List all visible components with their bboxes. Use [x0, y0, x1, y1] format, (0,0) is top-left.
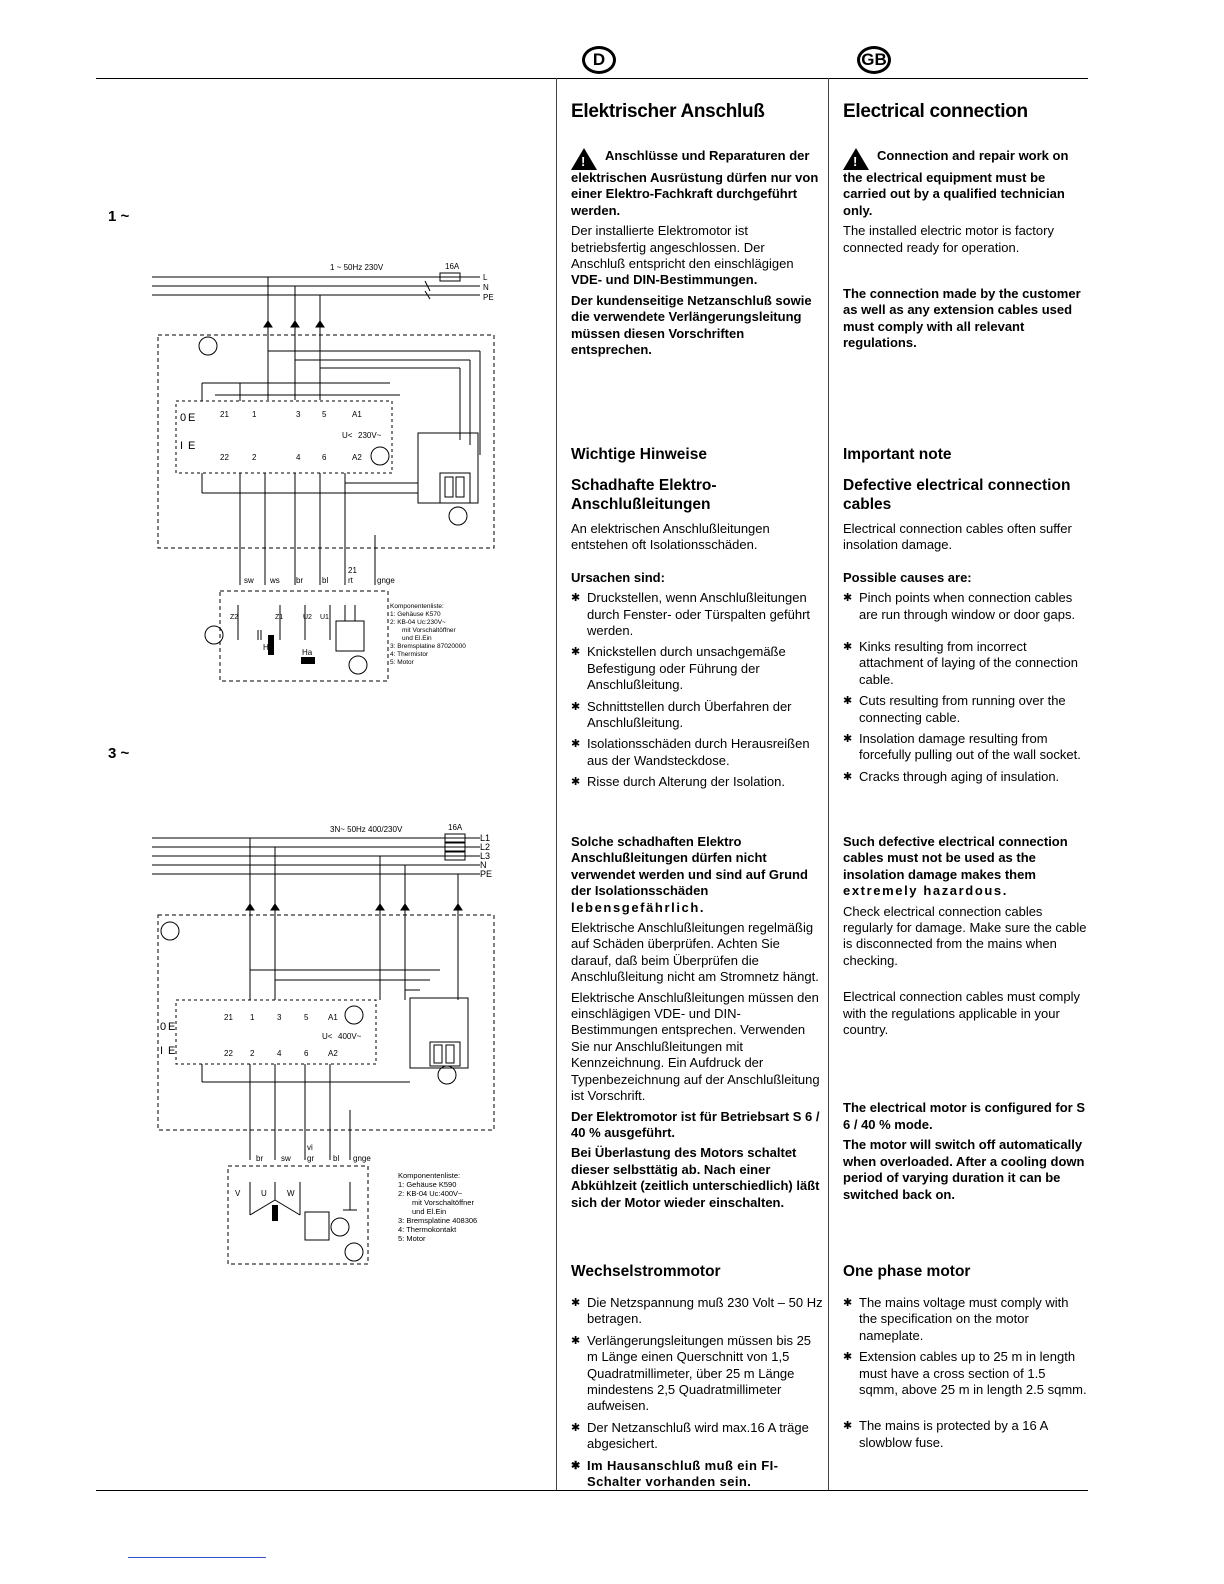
svg-text:U<: U<	[322, 1032, 333, 1041]
de-p3: An elektrischen Anschlußleitungen entstehen oft Isolationsschäden.	[571, 521, 770, 553]
svg-text:und El.Ein: und El.Ein	[412, 1207, 447, 1216]
svg-text:400V~: 400V~	[338, 1032, 362, 1041]
svg-text:1: 1	[250, 1013, 255, 1022]
gb-note-title: Important note	[843, 446, 952, 463]
svg-text:230V~: 230V~	[358, 431, 382, 440]
svg-text:L3: L3	[480, 851, 491, 861]
svg-text:3: 3	[296, 410, 301, 419]
svg-text:2: 2	[250, 1049, 255, 1058]
svg-text:bl: bl	[333, 1154, 340, 1163]
gb-title: Electrical connection	[843, 101, 1028, 122]
wiring-diagram-single-phase	[140, 255, 520, 685]
de-note-title: Wichtige Hinweise	[571, 446, 707, 463]
svg-text:22: 22	[224, 1049, 233, 1058]
de-p7: Der Elektromotor ist für Betriebsart S 6 / 40 % ausgeführt.	[571, 1108, 820, 1140]
svg-text:gnge: gnge	[353, 1154, 371, 1163]
de-motor-title: Wechselstrommotor	[571, 1263, 721, 1280]
gb-p6: Electrical connection cables must comply with the regulations applicable in your country.	[843, 989, 1080, 1038]
svg-text:21: 21	[220, 410, 229, 419]
list-item: ✱ Druckstellen, wenn Anschlußleitungen durch Fenster- oder Türspalten geführt werden.	[571, 590, 819, 639]
de-p6: Elektrische Anschlußleitungen müssen den einschlägigen VDE- und DIN-Bestimmungen entsprechen. Verwenden Sie nur Anschlußleitungen mit Kennzeichnung. Ein Aufdruck der Typenbezeichnung auf der Anschlußleitung ist Vorschrift.	[571, 989, 820, 1104]
list-item: ✱ Schnittstellen durch Überfahren der Anschlußleitung.	[571, 699, 819, 732]
gb-p1: The installed electric motor is factory connected ready for operation.	[843, 223, 1054, 255]
svg-text:0: 0	[180, 412, 187, 424]
svg-text:L1: L1	[480, 833, 491, 843]
svg-text:I: I	[180, 440, 184, 452]
svg-text:bl: bl	[322, 576, 329, 585]
de-warning: !Anschlüsse und Reparaturen der elektrischen Ausrüstung dürfen nur von einer Elektro-Fachkraft durchgeführt werden.	[571, 148, 819, 219]
svg-text:A2: A2	[352, 453, 362, 462]
svg-text:sw: sw	[244, 576, 254, 585]
svg-text:gr: gr	[307, 1154, 315, 1163]
svg-text:5: 5	[322, 410, 327, 419]
svg-text:Komponentenliste:: Komponentenliste:	[398, 1171, 461, 1180]
svg-text:mit Vorschaltöffner: mit Vorschaltöffner	[402, 627, 456, 634]
svg-text:21: 21	[348, 566, 357, 575]
gb-section-3	[843, 834, 1093, 1207]
svg-text:ws: ws	[270, 576, 280, 585]
svg-text:U2: U2	[303, 614, 312, 621]
svg-text:mit Vorschaltöffner: mit Vorschaltöffner	[412, 1198, 474, 1207]
gb-motor-title: One phase motor	[843, 1263, 971, 1280]
svg-text:1: Gehäuse K590: 1: Gehäuse K590	[398, 1180, 457, 1189]
list-item: ✱ Der Netzanschluß wird max.16 A träge abgesichert.	[571, 1420, 823, 1453]
de-section-1	[571, 148, 819, 362]
de-section-4	[571, 1295, 823, 1495]
svg-text:U: U	[261, 1189, 267, 1198]
svg-text:br: br	[296, 576, 304, 585]
list-item: ✱ Pinch points when connection cables are run through window or door gaps.	[843, 590, 1091, 623]
de-causes-title: Ursachen sind:	[571, 569, 665, 585]
svg-text:Komponentenliste:: Komponentenliste:	[390, 603, 444, 610]
gb-sub-title: Defective electrical connection cables	[843, 477, 1071, 513]
gb-p4: Such defective electrical connection cables must not be used as the insolation damage makes them extremely hazardous.	[843, 834, 1068, 899]
de-title: Elektrischer Anschluß	[571, 101, 765, 122]
figure-3-label: 3 ~	[108, 745, 130, 762]
svg-text:4: 4	[277, 1049, 282, 1058]
svg-text:L2: L2	[480, 842, 491, 852]
de-causes-list	[571, 590, 819, 790]
gb-p8: The motor will switch off automatically when overloaded. After a cooling down period of varying duration it can be switched back on.	[843, 1137, 1085, 1202]
footer-link-line	[128, 1557, 266, 1558]
svg-text:und El.Ein: und El.Ein	[402, 635, 432, 642]
top-rule	[96, 78, 1088, 79]
svg-text:Z2: Z2	[230, 614, 239, 621]
list-item: ✱ The mains voltage must comply with the specification on the motor nameplate.	[843, 1295, 1088, 1344]
svg-text:A2: A2	[328, 1049, 338, 1058]
list-item: ✱ Isolationsschäden durch Herausreißen aus der Wandsteckdose.	[571, 736, 819, 769]
svg-text:5: 5	[304, 1013, 309, 1022]
de-p4: Solche schadhaften Elektro Anschlußleitungen dürfen nicht verwendet werden und sind auf Grund der Isolationsschäden lebensgefährlich.	[571, 834, 808, 915]
de-p1: Der installierte Elektromotor ist betriebsfertig angeschlossen. Der Anschluß entspricht den einschlägigen VDE- und DIN-Bestimmungen.	[571, 223, 794, 288]
svg-text:V: V	[235, 1189, 241, 1198]
list-item: ✱ Die Netzspannung muß 230 Volt – 50 Hz betragen.	[571, 1295, 823, 1328]
list-item: ✱ The mains is protected by a 16 A slowblow fuse.	[843, 1418, 1088, 1451]
svg-text:21: 21	[224, 1013, 233, 1022]
svg-text:1: 1	[252, 410, 257, 419]
gb-p5: Check electrical connection cables regularly for damage. Make sure the cable is disconnected from the mains when checking.	[843, 903, 1087, 968]
svg-text:6: 6	[304, 1049, 309, 1058]
svg-text:W: W	[287, 1189, 295, 1198]
list-item: ✱ Cracks through aging of insulation.	[843, 769, 1091, 785]
svg-text:U<: U<	[342, 431, 353, 440]
svg-text:br: br	[256, 1154, 264, 1163]
gb-causes-list	[843, 590, 1091, 785]
svg-text:3N~ 50Hz 400/230V: 3N~ 50Hz 400/230V	[330, 825, 403, 834]
svg-text:N: N	[480, 860, 487, 870]
de-sub-title: Schadhafte Elektro-Anschlußleitungen	[571, 477, 717, 513]
de-p5: Elektrische Anschlußleitungen regelmäßig auf Schäden überprüfen. Achten Sie darauf, daß beim Überprüfen die Anschlußleitung nicht am Stromnetz hängt.	[571, 920, 819, 985]
svg-text:A1: A1	[328, 1013, 338, 1022]
list-item: ✱ Insolation damage resulting from forcefully pulling out of the wall socket.	[843, 731, 1091, 764]
svg-text:U1: U1	[320, 614, 329, 621]
svg-text:1 ~ 50Hz 230V: 1 ~ 50Hz 230V	[330, 263, 384, 272]
gb-warning: !Connection and repair work on the electrical equipment must be carried out by a qualified technician only.	[843, 148, 1091, 219]
svg-text:22: 22	[220, 453, 229, 462]
gb-section-4	[843, 1295, 1088, 1456]
de-p2: Der kundenseitige Netzanschluß sowie die verwendete Verlängerungsleitung müssen diesen Vorschriften entsprechen.	[571, 292, 812, 358]
svg-text:3: 3	[277, 1013, 282, 1022]
svg-text:rt: rt	[348, 576, 353, 585]
svg-text:16A: 16A	[445, 262, 460, 271]
list-item: ✱ Risse durch Alterung der Isolation.	[571, 774, 819, 790]
gb-p7: The electrical motor is configured for S 6 / 40 % mode.	[843, 1100, 1085, 1132]
svg-text:Ha: Ha	[302, 648, 313, 657]
column-divider-left	[556, 78, 557, 1490]
warning-icon	[843, 148, 869, 170]
list-item: ✱ Kinks resulting from incorrect attachment of laying of the connection cable.	[843, 639, 1091, 688]
svg-text:vi: vi	[307, 1143, 313, 1152]
column-divider-right	[828, 78, 829, 1490]
svg-text:PE: PE	[480, 869, 493, 879]
badge-gb: GB	[857, 46, 891, 74]
warning-icon	[571, 148, 597, 170]
svg-text:E: E	[168, 1021, 176, 1033]
gb-causes-title: Possible causes are:	[843, 569, 972, 585]
svg-text:A1: A1	[352, 410, 362, 419]
svg-text:1: Gehäuse K570: 1: Gehäuse K570	[390, 611, 441, 618]
svg-text:3: Bremsplatine 408306: 3: Bremsplatine 408306	[398, 1216, 478, 1225]
list-item: ✱ Verlängerungsleitungen müssen bis 25 m Länge einen Querschnitt von 1,5 Quadratmillimeter, über 25 m Länge mindestens 2,5 Quadratmillimeter aufweisen.	[571, 1333, 823, 1415]
svg-text:L: L	[483, 273, 488, 282]
de-motor-list	[571, 1295, 823, 1490]
svg-text:E: E	[188, 412, 196, 424]
figure-1-label: 1 ~	[108, 208, 130, 225]
svg-text:3: Bremsplatine 87020000: 3: Bremsplatine 87020000	[390, 643, 466, 650]
svg-text:I: I	[160, 1045, 164, 1057]
svg-text:6: 6	[322, 453, 327, 462]
svg-text:N: N	[483, 283, 489, 292]
svg-text:Z1: Z1	[275, 614, 284, 621]
svg-text:16A: 16A	[448, 823, 463, 832]
list-item: ✱ Im Hausanschluß muß ein FI-Schalter vorhanden sein.	[571, 1458, 823, 1491]
gb-motor-list	[843, 1295, 1088, 1451]
de-section-3	[571, 834, 821, 1215]
svg-text:4: 4	[296, 453, 301, 462]
gb-p2: The connection made by the customer as well as any extension cables used must comply with all relevant regulations.	[843, 286, 1081, 351]
svg-text:2: 2	[252, 453, 257, 462]
wiring-diagram-three-phase	[140, 820, 540, 1270]
svg-text:4: Thermokontakt: 4: Thermokontakt	[398, 1225, 457, 1234]
gb-section-1	[843, 148, 1091, 356]
svg-text:0: 0	[160, 1021, 167, 1033]
badge-de: D	[582, 46, 616, 74]
svg-text:5: Motor: 5: Motor	[390, 659, 414, 666]
svg-text:sw: sw	[281, 1154, 291, 1163]
list-item: ✱ Knickstellen durch unsachgemäße Befestigung oder Führung der Anschlußleitung.	[571, 644, 819, 693]
de-p8: Bei Überlastung des Motors schaltet dieser selbsttätig ab. Nach einer Abkühlzeit (zeitlich unterschiedlich) läßt sich der Motor wieder einschalten.	[571, 1145, 820, 1210]
svg-text:2: KB-04 Uc:400V~: 2: KB-04 Uc:400V~	[398, 1189, 463, 1198]
svg-text:PE: PE	[483, 293, 494, 302]
de-section-2	[571, 521, 819, 796]
svg-text:E: E	[168, 1045, 176, 1057]
svg-text:2: KB-04 Uc:230V~: 2: KB-04 Uc:230V~	[390, 619, 446, 626]
list-item: ✱ Extension cables up to 25 m in length must have a cross section of 1.5 sqmm, above 25 m in length 2.5 sqmm.	[843, 1349, 1088, 1398]
gb-p3: Electrical connection cables often suffer insolation damage.	[843, 521, 1072, 553]
list-item: ✱ Cuts resulting from running over the connecting cable.	[843, 693, 1091, 726]
svg-text:5: Motor: 5: Motor	[398, 1234, 426, 1243]
svg-text:E: E	[188, 440, 196, 452]
svg-text:Hi: Hi	[263, 643, 271, 652]
svg-text:4: Thermistor: 4: Thermistor	[390, 651, 429, 658]
svg-text:gnge: gnge	[377, 576, 395, 585]
gb-section-2	[843, 521, 1091, 790]
